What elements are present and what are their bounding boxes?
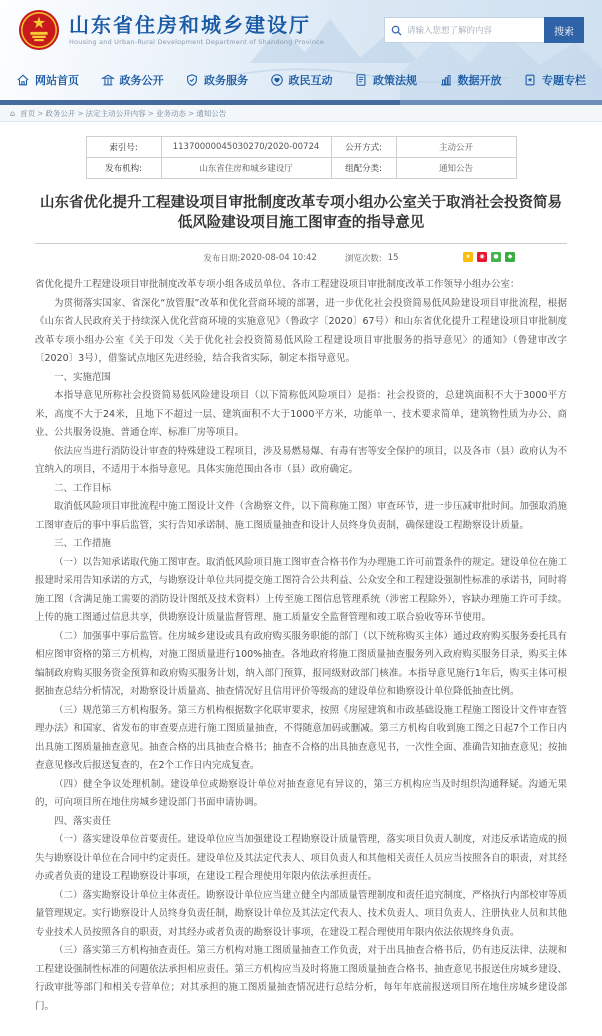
table-row (86, 137, 516, 158)
nav-item-gov-disclosure[interactable] (101, 72, 164, 88)
paragraph-preamble: 为贯彻落实国家、省深化“放管服”改革和优化营商环境的部署，进一步优化社会投资简易低风险建设项目审批流程，根据《山东省人民政府关于持续深入优化营商环境的实施意见》（鲁政字〔2020〕67号）和山东省优化提升工程建设项目审批制度改革专项小组办公室《关于印发〈关于优化社会投资简易低风险工程建设项目审批服务的指导意见〉的通知》（鲁建审改字〔2020〕3号），借鉴试点地区先进经验，结合我省实际，制定本指导意见。 (35, 297, 567, 364)
paragraph: （四）健全争议处理机制。建设单位或勘察设计单位对抽查意见有异议的，第三方机构应当及时组织沟通释疑。沟通无果的，可向项目所在地住房城乡建设部门书面申请协调。 (35, 778, 567, 808)
document-meta-table (86, 136, 517, 179)
nav-item-label: 政务公开 (119, 74, 164, 87)
article-meta-row (35, 252, 567, 264)
paragraph: （二）落实勘察设计单位主体责任。勘察设计单位应当建立健全内部质量管理制度和责任追究制度，严格执行内部校审等质量管理规定。实行勘察设计人员终身负责任制，勘察设计单位及其法定代表人、技术负责人、项目负责人、注册执业人员和其他专业技术人员按照各自的职责，对其经办或者负责的勘察设计事项，在建设工程合理使用年限内依法依规终身负责。 (35, 889, 568, 938)
search-area (384, 17, 584, 43)
paragraph: 取消低风险项目审批流程中施工图设计文件（含勘察文件，以下简称施工图）审查环节，进一步压减审批时间。加强取消施工图审查后的事中事后监管，实行告知承诺制、施工图质量抽查和设计人员终身负责制，确保建设工程勘察设计质量。 (35, 501, 568, 531)
org-name-english: Housing and Urban-Rural Development Department of Shandong Province (69, 38, 325, 46)
section-heading-4: 四、落实责任 (54, 815, 112, 827)
shield-icon (185, 73, 199, 87)
category-value: 通知公告 (396, 158, 516, 179)
breadcrumb-home-icon: ⌂ (10, 108, 16, 118)
section-heading-3: 三、工作措施 (54, 538, 112, 549)
breadcrumb-separator: > (147, 108, 154, 118)
nav-item-label: 政策法规 (373, 74, 417, 87)
search-box (384, 17, 544, 43)
main-nav (0, 60, 602, 100)
site-header (0, 0, 602, 105)
index-number-value: 11370000045030270/2020-00724 (161, 137, 331, 158)
publish-date-label: 发布日期: (203, 254, 241, 264)
section-heading-2: 二、工作目标 (54, 482, 112, 494)
index-number-label: 索引号: (86, 137, 161, 158)
national-emblem-logo (18, 9, 60, 51)
paragraph: （三）落实第三方机构抽查责任。第三方机构对施工图质量抽查工作负责，对于出具抽查合格书后，仍有违反法律、法规和工程建设强制性标准的问题依法承担相应责任。第三方机构应当及时将施工图质量抽查合格书、抽查意见书报送住房城乡建设、行政审批等部门和相关专营单位；对其承担的施工图质量抽查情况进行总结分析，每年年底前报送项目所在地住房城乡建设部门。 (35, 945, 568, 1012)
views-count: 15 (387, 253, 399, 263)
chat-heart-icon (270, 73, 284, 87)
org-names (69, 14, 324, 46)
document-icon (354, 73, 368, 87)
paragraph: （一）落实建设单位首要责任。建设单位应当加强建设工程勘察设计质量管理，落实项目负责人制度，对违反承诺造成的损失与勘察设计单位在合同中约定责任。建设单位及其法定代表人、项目负责人和其他相关责任人员应当按照各自的职责，对其经办或者负责的建设工程勘察设计事项，在建设工程合理使用年限内依法承担责任。 (35, 834, 568, 882)
nav-item-label: 专题专栏 (542, 74, 586, 87)
search-button[interactable]: 搜索 (544, 17, 584, 43)
issuing-agency-label: 发布机构: (86, 158, 161, 179)
nav-item-label: 数据开放 (457, 74, 502, 87)
table-row (86, 158, 516, 179)
breadcrumb-item-statutory-disclosure[interactable]: 法定主动公开内容 (85, 108, 146, 118)
breadcrumb-separator: > (77, 108, 84, 118)
disclosure-method-value: 主动公开 (396, 137, 516, 158)
breadcrumb-bar (0, 105, 602, 122)
views-label: 浏览次数: (344, 254, 382, 264)
nav-item-special-topics[interactable] (523, 72, 586, 88)
chart-icon (439, 73, 453, 87)
title-divider (35, 243, 567, 244)
qzone-icon[interactable]: ★ (463, 252, 473, 262)
bank-icon (101, 73, 115, 87)
breadcrumb-item-home[interactable]: 首页 (20, 108, 36, 118)
issuing-agency-value: 山东省住房和城乡建设厅 (161, 158, 331, 179)
disclosure-method-label: 公开方式: (331, 137, 396, 158)
topic-doc-icon (523, 73, 537, 87)
breadcrumb-item-notices[interactable]: 通知公告 (196, 108, 227, 118)
home-icon (16, 73, 30, 87)
weibo-icon[interactable]: ◉ (477, 252, 487, 262)
nav-item-open-data[interactable] (439, 72, 502, 88)
page-title: 山东省优化提升工程建设项目审批制度改革专项小组办公室关于取消社会投资简易低风险建设项目施工图审查的指导意见 (40, 195, 562, 231)
section-heading-1: 一、实施范围 (54, 371, 112, 383)
nav-divider-bar (0, 100, 602, 105)
org-name: 山东省住房和城乡建设厅 (69, 13, 311, 37)
search-icon (391, 25, 402, 36)
article-content (0, 122, 602, 1036)
nav-item-public-interaction[interactable] (270, 72, 333, 88)
paragraph: （三）规范第三方机构服务。第三方机构根据数字化联审要求，按照《房屋建筑和市政基础设施工程施工图设计文件审查管理办法》和国家、省发布的审查要点进行施工图质量抽查，不得随意加码或删减。第三方机构自收到施工图之日起7个工作日内出具施工图质量抽查意见。抽查合格的出具抽查合格书；抽查不合格的出具抽查意见书，一次性全面、准确告知抽查意见；按抽查意见修改后报送复查的，在2个工作日内完成复查。 (35, 704, 568, 771)
paragraph: （一）以告知承诺取代施工图审查。取消低风险项目施工图审查合格书作为办理施工许可前置条件的规定。建设单位在施工报建时采用告知承诺的方式，与勘察设计单位共同提交施工图符合公共利益、公众安全和工程建设强制性标准的承诺书，同时将施工图（含满足施工需要的消防设计图纸及技术资料）上传至施工图信息管理系统（涉密工程除外），容缺办理施工许可手续。上传的施工图通过信息共享，供勘察设计质量监督管理、施工质量安全监督管理和竣工联合验收等环节使用。 (35, 556, 568, 623)
breadcrumb-separator: > (37, 108, 44, 118)
nav-item-label: 网站首页 (35, 74, 79, 87)
nav-item-home[interactable] (16, 72, 79, 88)
header-top (0, 0, 602, 60)
nav-item-label: 政民互动 (288, 74, 333, 87)
qq-icon[interactable]: ◆ (505, 252, 515, 262)
article-body (35, 276, 567, 1016)
breadcrumb-separator: > (187, 108, 195, 118)
publish-date-value: 2020-08-04 10:42 (240, 253, 317, 263)
paragraph: 依法应当进行消防设计审查的特殊建设工程项目，涉及易燃易爆、有毒有害等安全保护的项目，以及各市（县）政府认为不宜纳入的项目，不适用于本指导意见。具体实施范围由各市（县）政府确定。 (35, 445, 568, 475)
search-input[interactable] (407, 25, 538, 35)
nav-item-gov-services[interactable] (185, 72, 248, 88)
paragraph: 本指导意见所称社会投资简易低风险建设项目（以下简称低风险项目）是指：社会投资的，总建筑面积不大于3000平方米，高度不大于24米，且地下不超过一层、建筑面积不大于1000平方米，功能单一、技术要求简单，建筑物性质为办公、商业、公共服务设施、普通仓库、标准厂房等项目。 (35, 390, 567, 438)
nav-item-label: 政务服务 (204, 74, 248, 87)
paragraph: （二）加强事中事后监管。住房城乡建设或具有政府购买服务职能的部门（以下统称购买主体）通过政府购买服务委托具有相应图审资格的第三方机构，对施工图质量进行100%抽查。各地政府将施工图质量抽查服务列入政府购买服务目录，购买主体编制政府购买服务资金预算和政府购买服务计划，纳入部门预算，报同级财政部门核准。本指导意见施行1年后，购买主体可根据抽查总结分析情况，对勘察设计质量高、抽查情况好且信用评价等级高的建设单位和勘察设计单位降低抽查比例。 (35, 630, 568, 697)
category-label: 组配分类: (331, 158, 396, 179)
nav-item-policies-laws[interactable] (354, 72, 417, 88)
wechat-icon[interactable]: ● (491, 252, 501, 262)
paragraph-salutation: 省优化提升工程建设项目审批制度改革专项小组各成员单位、各市工程建设项目审批制度改革工作领导小组办公室： (35, 279, 520, 290)
breadcrumb-item-gov-disclosure[interactable]: 政务公开 (45, 108, 76, 118)
share-icons (463, 252, 515, 262)
breadcrumb (10, 108, 226, 119)
breadcrumb-item-business-news[interactable]: 业务动态 (155, 108, 186, 118)
